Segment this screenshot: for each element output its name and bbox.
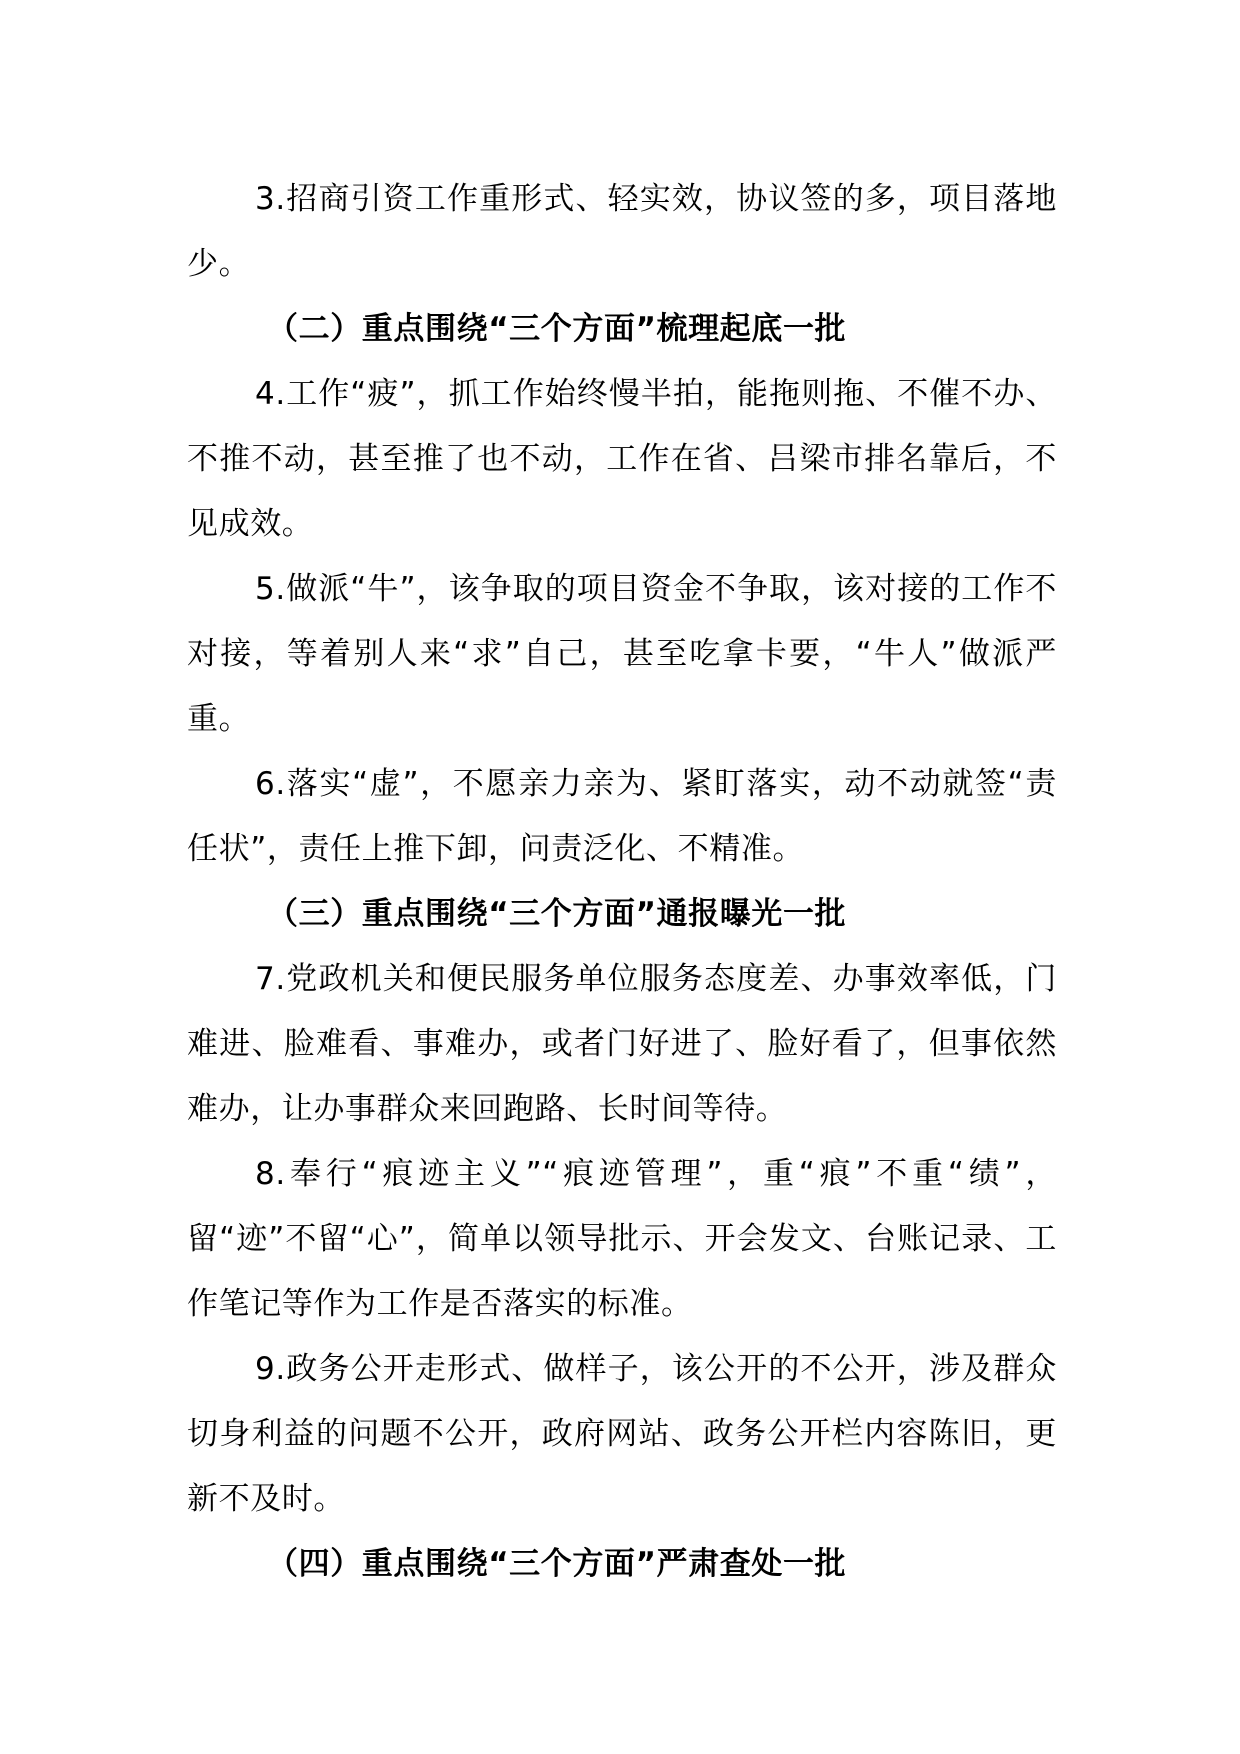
paragraph-item-9: 9.政务公开走形式、做样子，该公开的不公开，涉及群众切身利益的问题不公开，政府网站、政务公开栏内容陈旧，更新不及时。 xyxy=(187,1351,1057,1517)
section-heading-2: （二）重点围绕“三个方面”梳理起底一批 xyxy=(267,311,847,347)
paragraph-item-4: 4.工作“疲”，抓工作始终慢半拍，能拖则拖、不催不办、不推不动，甚至推了也不动，工作在省、吕梁市排名靠后，不见成效。 xyxy=(187,376,1057,542)
document-body xyxy=(187,167,1057,1597)
paragraph-item-8: 8.奉行“痕迹主义”“痕迹管理”，重“痕”不重“绩”，留“迹”不留“心”，简单以领导批示、开会发文、台账记录、工作笔记等作为工作是否落实的标准。 xyxy=(187,1156,1057,1322)
paragraph-item-6: 6.落实“虚”，不愿亲力亲为、紧盯落实，动不动就签“责任状”，责任上推下卸，问责泛化、不精准。 xyxy=(187,766,1057,867)
paragraph-item-7: 7.党政机关和便民服务单位服务态度差、办事效率低，门难进、脸难看、事难办，或者门好进了、脸好看了，但事依然难办，让办事群众来回跑路、长时间等待。 xyxy=(187,961,1057,1127)
paragraph-item-5: 5.做派“牛”，该争取的项目资金不争取，该对接的工作不对接，等着别人来“求”自己，甚至吃拿卡要，“牛人”做派严重。 xyxy=(187,571,1057,737)
paragraph-item-3: 3.招商引资工作重形式、轻实效，协议签的多，项目落地少。 xyxy=(187,181,1057,282)
section-heading-3: （三）重点围绕“三个方面”通报曝光一批 xyxy=(267,896,847,932)
section-heading-4: （四）重点围绕“三个方面”严肃查处一批 xyxy=(267,1546,847,1582)
